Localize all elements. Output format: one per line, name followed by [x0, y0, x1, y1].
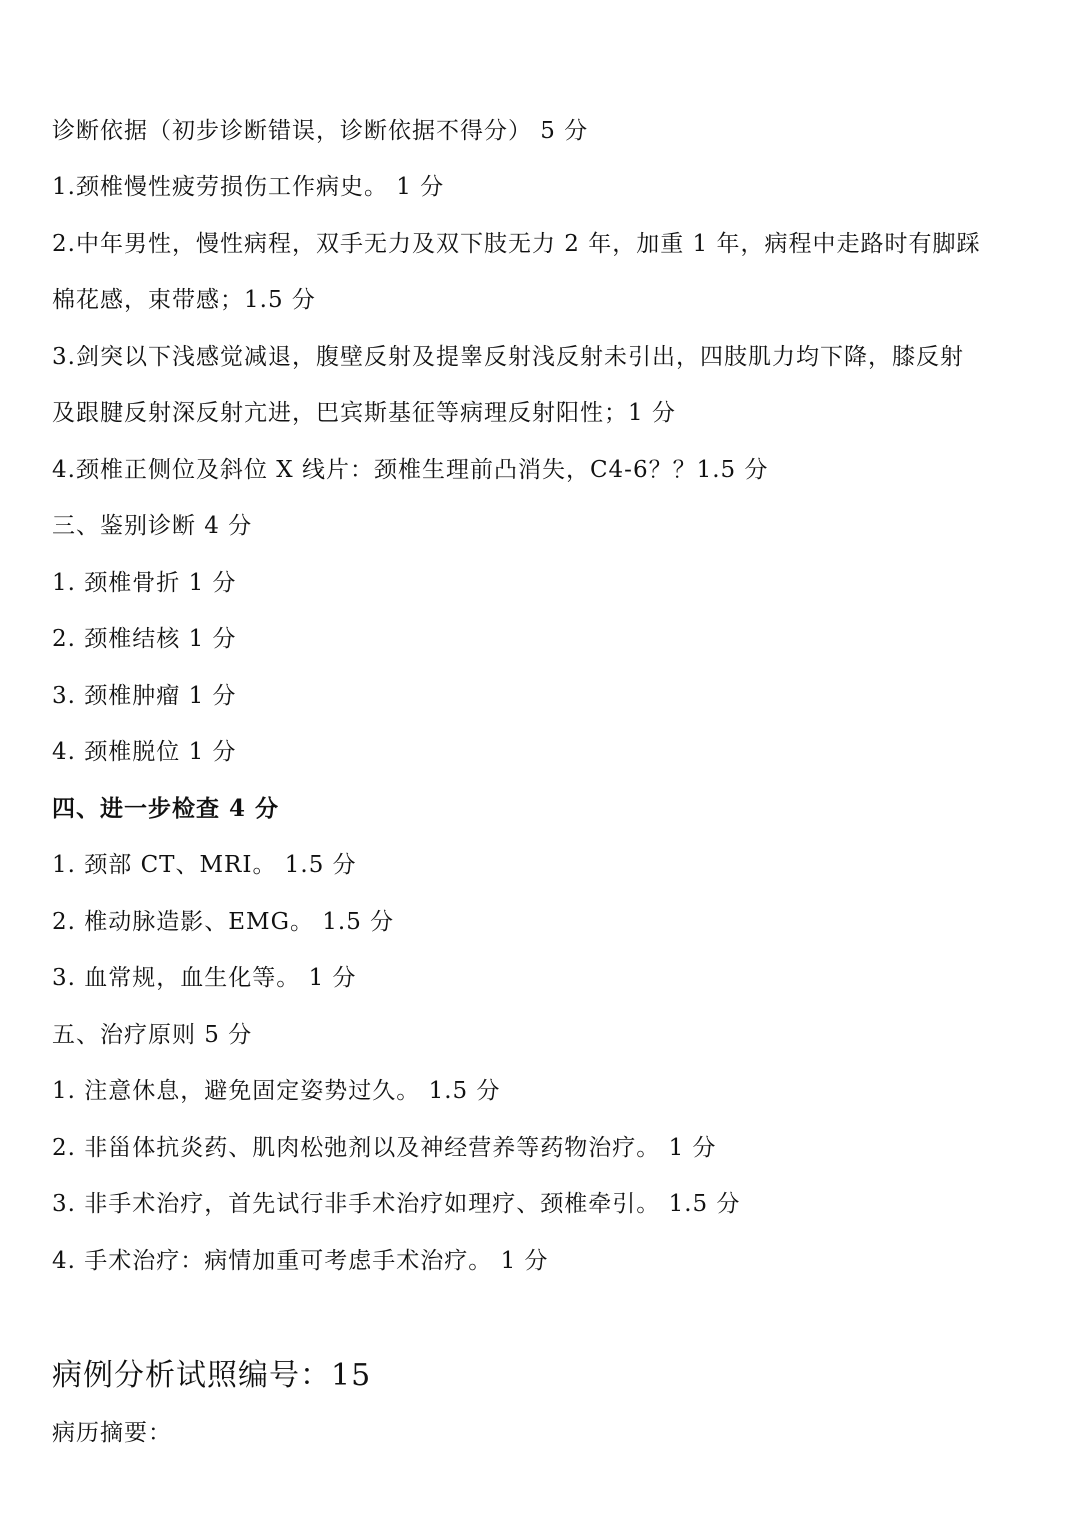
- treatment-item-4: 4. 手术治疗：病情加重可考虑手术治疗。 1 分: [52, 1248, 549, 1274]
- differential-diagnosis-heading: 三、鉴别诊断 4 分: [52, 513, 253, 539]
- differential-item-3: 3. 颈椎肿瘤 1 分: [52, 683, 237, 709]
- treatment-item-3: 3. 非手术治疗，首先试行非手术治疗如理疗、颈椎牵引。 1.5 分: [52, 1191, 741, 1217]
- treatment-item-2: 2. 非甾体抗炎药、肌肉松弛剂以及神经营养等药物治疗。 1 分: [52, 1135, 717, 1161]
- further-exam-heading: 四、进一步检查 4 分: [52, 795, 280, 822]
- case-analysis-title: 病例分析试照编号：15: [52, 1358, 372, 1393]
- further-exam-item-1: 1. 颈部 CT、MRI。 1.5 分: [52, 852, 357, 878]
- diagnosis-basis-item-2: 2.中年男性，慢性病程，双手无力及双下肢无力 2 年，加重 1 年，病程中走路时有脚踩: [52, 231, 981, 257]
- diagnosis-basis-item-1: 1.颈椎慢性疲劳损伤工作病史。 1 分: [52, 174, 445, 200]
- further-exam-item-3: 3. 血常规，血生化等。 1 分: [52, 965, 357, 991]
- differential-item-1: 1. 颈椎骨折 1 分: [52, 570, 237, 596]
- diagnosis-basis-item-3-cont: 及跟腱反射深反射亢进，巴宾斯基征等病理反射阳性；1 分: [52, 400, 676, 426]
- diagnosis-basis-heading: 诊断依据（初步诊断错误，诊断依据不得分） 5 分: [52, 118, 589, 144]
- case-summary-label: 病历摘要：: [52, 1420, 172, 1446]
- differential-item-4: 4. 颈椎脱位 1 分: [52, 739, 237, 765]
- diagnosis-basis-item-2-cont: 棉花感，束带感；1.5 分: [52, 287, 316, 313]
- diagnosis-basis-item-4: 4.颈椎正侧位及斜位 X 线片：颈椎生理前凸消失，C4-6？？1.5 分: [52, 457, 769, 483]
- further-exam-item-2: 2. 椎动脉造影、EMG。 1.5 分: [52, 909, 395, 935]
- differential-item-2: 2. 颈椎结核 1 分: [52, 626, 237, 652]
- treatment-item-1: 1. 注意休息，避免固定姿势过久。 1.5 分: [52, 1078, 501, 1104]
- treatment-heading: 五、治疗原则 5 分: [52, 1022, 253, 1048]
- diagnosis-basis-item-3: 3.剑突以下浅感觉减退，腹壁反射及提睾反射浅反射未引出，四肢肌力均下降，膝反射: [52, 344, 964, 370]
